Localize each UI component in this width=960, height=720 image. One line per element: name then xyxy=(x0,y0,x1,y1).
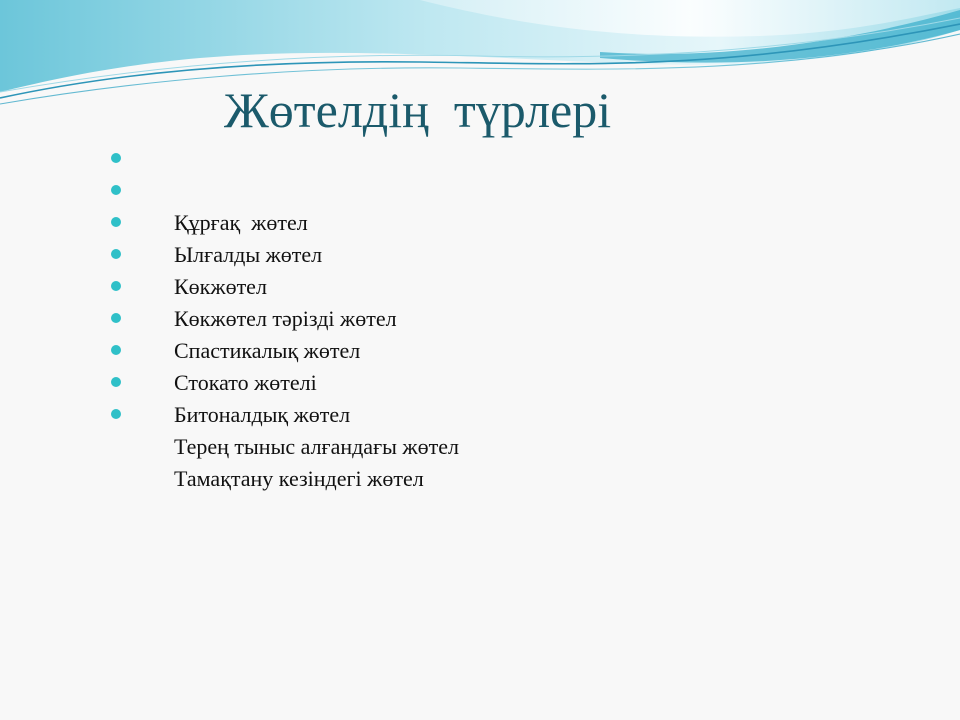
bullet-list xyxy=(110,143,459,491)
bullet-icon xyxy=(111,249,121,259)
list-item-text: Ылғалды жөтел xyxy=(174,242,323,267)
bullet-icon xyxy=(111,153,121,163)
list-item-text: Құрғақ жөтел xyxy=(174,210,308,235)
list-item-text: Битоналдық жөтел xyxy=(174,402,351,427)
bullet-icon xyxy=(111,409,121,419)
bullet-icon xyxy=(111,345,121,355)
list-item-text: Стокато жөтелі xyxy=(174,370,317,395)
list-item-text: Көкжөтел тәрізді жөтел xyxy=(174,306,397,331)
bullet-icon xyxy=(111,377,121,387)
list-item xyxy=(110,143,459,235)
bullet-icon xyxy=(111,313,121,323)
bullet-icon xyxy=(111,217,121,227)
bullet-icon xyxy=(111,281,121,291)
list-item-text: Тамақтану кезіндегі жөтел xyxy=(174,466,424,491)
list-item-text: Спастикалық жөтел xyxy=(174,338,361,363)
list-item xyxy=(110,239,459,331)
slide-title: Жөтелдің түрлері xyxy=(224,82,612,138)
list-item-text: Терең тыныс алғандағы жөтел xyxy=(174,434,459,459)
list-item-text: Көкжөтел xyxy=(174,274,267,299)
bullet-icon xyxy=(111,185,121,195)
